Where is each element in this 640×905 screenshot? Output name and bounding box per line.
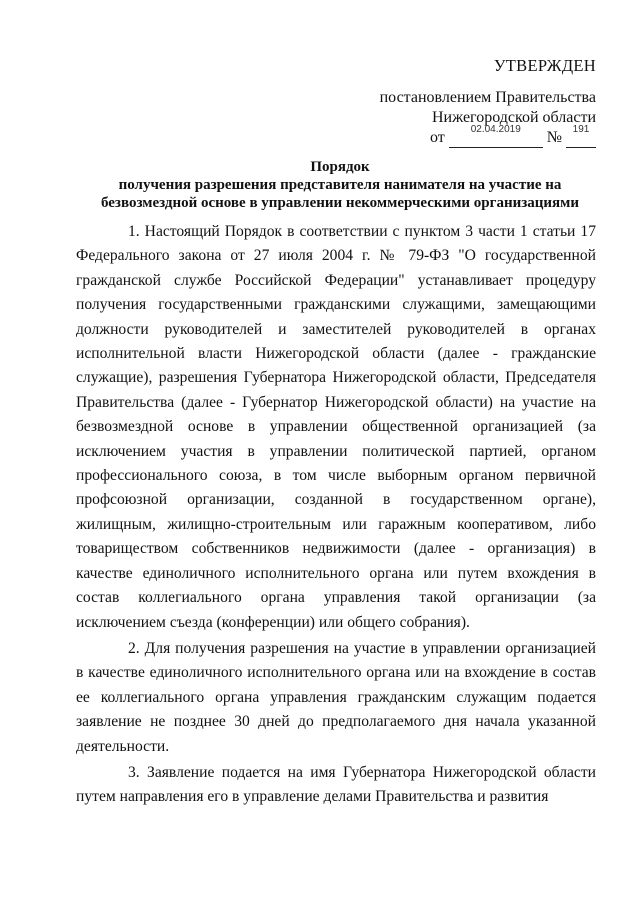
approval-block bbox=[336, 56, 596, 148]
paragraph-3: 3. Заявление подается на имя Губернатора Нижегородской области путем направления его в управление делами Правительства и развития bbox=[76, 763, 596, 806]
paragraph-1: 1. Настоящий Порядок в соответствии с пунктом 3 части 1 статьи 17 Федерального закона от 27 июля 2004 г. № 79-ФЗ "О государственной гражданской службе Российской Федерации" устанавливает процедуру получения государственными гражданскими служащими, замещающими должности руководителей и заместителей руководителей в органах исполнительной власти Нижегородской области (далее - гражданские служащие), разрешения Губернатора Нижегородской области, Председателя Правительства (далее - Губернатор Нижегородской области) на участие на безвозмездной основе в управлении общественной организацией (за исключением участия в управлении политической партией, органом профессионального союза, в том числе выборным органом первичной профсоюзной организации, созданной в государственном органе), жилищным, жилищно-строительным или гаражным кооперативом, либо товариществом собственников недвижимости (далее - организация) в качестве единоличного исполнительного органа или путем вхождения в состав коллегиального органа управления такой организации (за исключением съезда (конференции) или общего собрания). bbox=[76, 223, 596, 631]
number-field bbox=[566, 124, 596, 148]
paragraph-2: 2. Для получения разрешения на участие в управлении организацией в качестве единоличного исполнительного органа или на вхождение в состав ее коллегиального органа управления гражданским служащим подается заявление не позднее 30 дней до предполагаемого дня начала указанной деятельности. bbox=[76, 639, 596, 755]
approval-date-line bbox=[429, 124, 596, 148]
document-body bbox=[76, 220, 596, 812]
number-value: 191 bbox=[572, 124, 590, 135]
date-field bbox=[449, 124, 543, 148]
from-label: от bbox=[429, 129, 445, 146]
title-line-1: Порядок bbox=[310, 159, 370, 175]
number-sign: № bbox=[546, 129, 562, 146]
date-value: 02.04.2019 bbox=[470, 124, 521, 135]
approved-heading: УТВЕРЖДЕН bbox=[493, 56, 596, 75]
document-title bbox=[92, 158, 588, 212]
title-line-3: безвозмездной основе в управлении некоммерческими организациями bbox=[100, 195, 580, 211]
approval-line-resolution: постановлением Правительства bbox=[379, 89, 596, 106]
title-line-2: получения разрешения представителя нанимателя на участие на bbox=[118, 177, 562, 193]
approval-line-region: Нижегородской области bbox=[431, 109, 596, 126]
